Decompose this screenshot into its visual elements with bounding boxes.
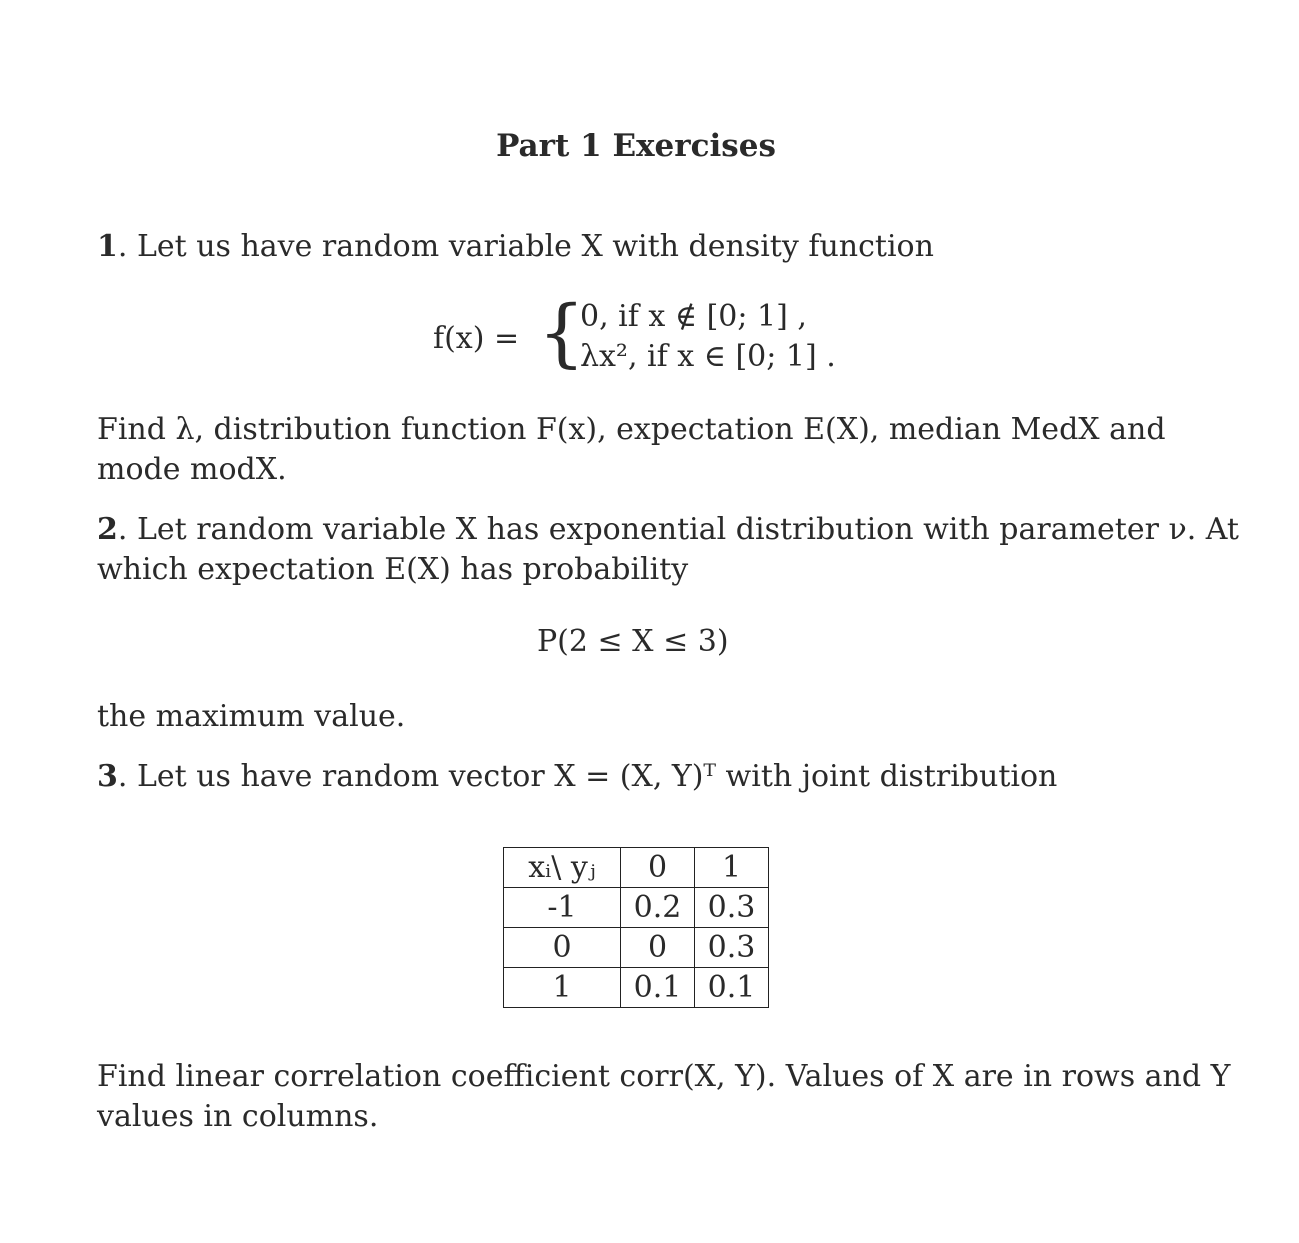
exercise-2-number: 2 xyxy=(97,512,118,547)
table-cell: 1 xyxy=(504,968,621,1008)
exercise-3-intro-text: Let us have random vector X = (X, Y)ᵀ with joint distribution xyxy=(136,759,1058,794)
table-header-cell: 1 xyxy=(695,848,769,888)
table-cell: 0 xyxy=(621,928,695,968)
exercise-1-task-line-1: Find λ, distribution function F(x), expectation E(X), median MedX and xyxy=(97,412,1166,447)
table-cell: 0.2 xyxy=(621,888,695,928)
exercise-2-line-2: which expectation E(X) has probability xyxy=(97,552,689,587)
table-header-row xyxy=(504,848,769,888)
density-case-1: 0, if x ∉ [0; 1] , xyxy=(580,299,807,334)
table-header-cell: xᵢ\ yⱼ xyxy=(504,848,621,888)
page-title: Part 1 Exercises xyxy=(496,128,776,164)
cases-brace: { xyxy=(538,290,586,376)
exercise-1-number: 1 xyxy=(97,229,118,264)
exercise-3-task-line-2: values in columns. xyxy=(97,1099,379,1134)
exercise-1-intro-text: Let us have random variable X with density function xyxy=(136,229,934,264)
density-lhs: f(x) = xyxy=(433,321,520,356)
table-row xyxy=(504,888,769,928)
density-case-2: λx², if x ∈ [0; 1] . xyxy=(580,339,836,374)
table-cell: 0.1 xyxy=(621,968,695,1008)
table-header-cell: 0 xyxy=(621,848,695,888)
table-cell: 0.3 xyxy=(695,928,769,968)
table-cell: 0.1 xyxy=(695,968,769,1008)
table-cell: -1 xyxy=(504,888,621,928)
joint-distribution-table xyxy=(503,847,769,1008)
table-row xyxy=(504,928,769,968)
table-cell: 0 xyxy=(504,928,621,968)
exercise-2-line-3: the maximum value. xyxy=(97,699,406,734)
exercise-3-number: 3 xyxy=(97,759,118,794)
exercise-3-task-line-1: Find linear correlation coefficient corr(X, Y). Values of X are in rows and Y xyxy=(97,1059,1231,1094)
exercise-3-intro: 3. Let us have random vector X = (X, Y)ᵀ with joint distribution xyxy=(97,759,1058,794)
exercise-1-intro: 1. Let us have random variable X with density function xyxy=(97,229,934,264)
exercise-1-task-line-2: mode modX. xyxy=(97,452,287,487)
table-row xyxy=(504,968,769,1008)
probability-formula: P(2 ≤ X ≤ 3) xyxy=(537,624,729,659)
exercise-2-line-1-text: Let random variable X has exponential distribution with parameter ν. At xyxy=(136,512,1239,547)
exercise-2-line-1: 2. Let random variable X has exponential distribution with parameter ν. At xyxy=(97,512,1239,547)
table-cell: 0.3 xyxy=(695,888,769,928)
